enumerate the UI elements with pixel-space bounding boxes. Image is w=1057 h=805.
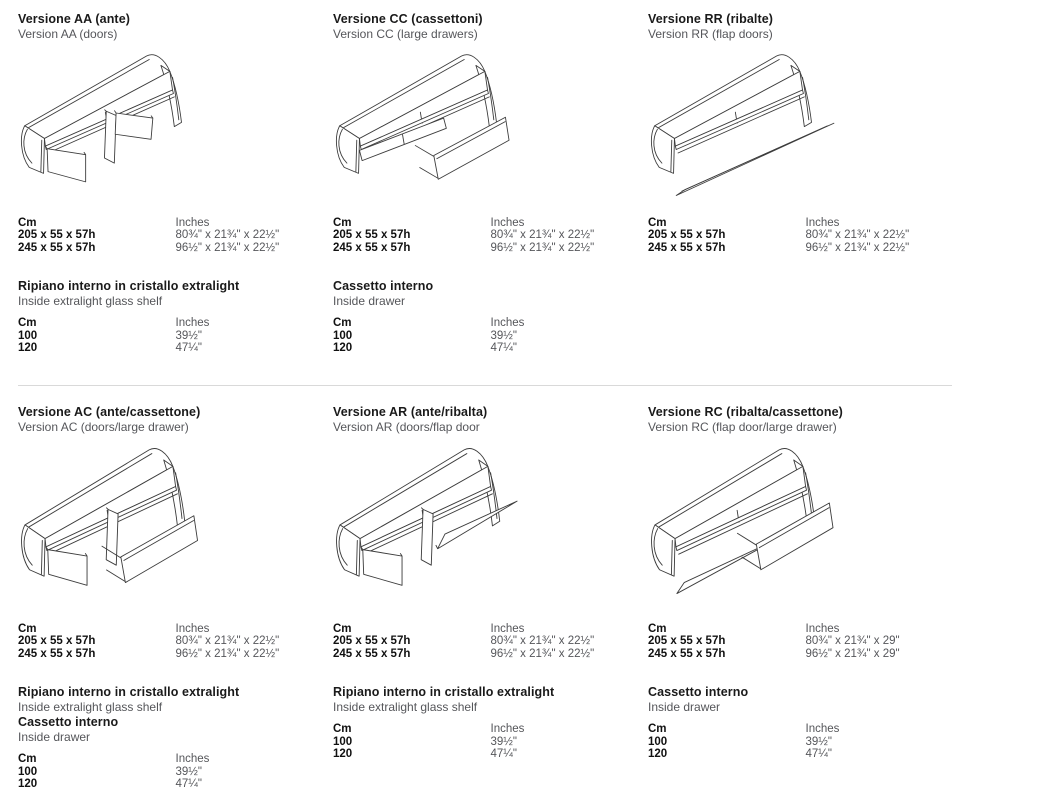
inches-value: 47¼": [175, 342, 202, 355]
inches-value: 80¾" x 21¾" x 22½": [175, 635, 280, 648]
cm-label: Cm: [18, 217, 37, 229]
inches-value: 80¾" x 21¾" x 22½": [805, 229, 910, 242]
inches-value: 39½": [175, 329, 202, 342]
version-title-en: Version AC (doors/large drawer): [18, 420, 189, 434]
cm-value: 100: [18, 329, 38, 342]
panel-versione-rr: [648, 12, 963, 354]
inches-value: 80¾" x 21¾" x 22½": [175, 229, 280, 242]
accessory-title-it: Cassetto interno: [333, 279, 434, 294]
inches-value: 96½" x 21¾" x 22½": [490, 241, 595, 254]
inches-label: Inches: [805, 723, 840, 736]
version-title-en: Version CC (large drawers): [333, 27, 478, 41]
cm-value: 205 x 55 x 57h: [333, 229, 411, 242]
inches-value: 80¾" x 21¾" x 29": [805, 635, 900, 648]
accessory-dimensions-table: [333, 723, 648, 760]
accessory-section: [18, 279, 333, 354]
panel-versione-ar: [333, 405, 648, 790]
inches-label: Inches: [175, 217, 210, 229]
cm-value: 100: [18, 765, 38, 778]
accessory-title-it: Ripiano interno in cristallo extralight: [18, 279, 240, 294]
cm-value: 120: [18, 342, 38, 355]
dimensions-table: [18, 217, 333, 254]
cm-label: Cm: [648, 623, 667, 635]
dimensions-table: [333, 623, 648, 660]
inches-label: Inches: [175, 623, 210, 635]
inches-value: 47¼": [175, 778, 202, 791]
cm-value: 205 x 55 x 57h: [648, 635, 726, 648]
cm-label: Cm: [18, 623, 37, 635]
inches-value: 80¾" x 21¾" x 22½": [490, 635, 595, 648]
accessory-title-en: Inside extralight glass shelf: [333, 700, 478, 715]
dimensions-table: [648, 623, 963, 660]
cm-value: 120: [648, 748, 668, 761]
accessory-dimensions-table: [18, 317, 333, 354]
cm-value: 120: [18, 778, 38, 791]
inches-label: Inches: [805, 217, 840, 229]
accessory-title-en: Inside extralight glass shelf: [18, 294, 163, 309]
accessory-section: [648, 685, 963, 760]
version-title-it: Versione AC (ante/cassettone): [18, 405, 201, 419]
cm-value: 205 x 55 x 57h: [333, 635, 411, 648]
accessory-title-en: Inside drawer: [18, 730, 91, 745]
accessory-title-it: Cassetto interno: [648, 685, 749, 700]
version-title-en: Version RR (flap doors): [648, 27, 773, 41]
version-title-it: Versione CC (cassettoni): [333, 12, 483, 26]
accessory-title-en: Inside extralight glass shelf: [18, 700, 163, 715]
inches-value: 96½" x 21¾" x 22½": [175, 241, 280, 254]
cm-value: 245 x 55 x 57h: [648, 647, 726, 660]
cm-label: Cm: [333, 317, 352, 330]
dimensions-table: [648, 217, 963, 254]
cm-value: 245 x 55 x 57h: [18, 241, 96, 254]
cm-value: 205 x 55 x 57h: [18, 229, 96, 242]
version-title-en: Version AR (doors/flap door: [333, 420, 480, 434]
panel-versione-ac: [18, 405, 333, 790]
inches-label: Inches: [490, 317, 525, 330]
cm-value: 245 x 55 x 57h: [648, 241, 726, 254]
cm-value: 100: [333, 329, 353, 342]
inches-value: 80¾" x 21¾" x 22½": [490, 229, 595, 242]
accessory-title-it: Cassetto interno: [18, 715, 119, 730]
inches-label: Inches: [175, 753, 210, 766]
sideboard-cc-line-drawing: [333, 45, 648, 215]
accessory-dimensions-table: [18, 753, 333, 790]
accessory-title-en: Inside drawer: [648, 700, 721, 715]
inches-value: 47¼": [805, 748, 832, 761]
version-title-en: Version AA (doors): [18, 27, 118, 41]
accessory-section: [333, 279, 648, 354]
version-title-en: Version RC (flap door/large drawer): [648, 420, 837, 434]
accessory-title-it: Ripiano interno in cristallo extralight: [333, 685, 555, 700]
panel-versione-cc: [333, 12, 648, 354]
inches-value: 96½" x 21¾" x 29": [805, 647, 900, 660]
accessory-dimensions-table: [648, 723, 963, 760]
accessory-dimensions-table: [333, 317, 648, 354]
inches-value: 39½": [490, 735, 517, 748]
dimensions-table: [333, 217, 648, 254]
inches-value: 96½" x 21¾" x 22½": [490, 647, 595, 660]
panel-versione-rc: [648, 405, 963, 790]
sideboard-rc-line-drawing: [648, 438, 963, 621]
cm-value: 245 x 55 x 57h: [333, 647, 411, 660]
accessory-title-en: Inside drawer: [333, 294, 406, 309]
cm-label: Cm: [648, 217, 667, 229]
version-title-it: Versione AA (ante): [18, 12, 131, 26]
cm-label: Cm: [333, 723, 352, 736]
accessory-section: [333, 685, 648, 760]
cm-label: Cm: [333, 217, 352, 229]
version-title-it: Versione RC (ribalta/cassettone): [648, 405, 843, 419]
inches-value: 96½" x 21¾" x 22½": [175, 647, 280, 660]
inches-label: Inches: [490, 723, 525, 736]
cm-value: 100: [333, 735, 353, 748]
sideboard-ar-line-drawing: [333, 438, 648, 621]
inches-value: 96½" x 21¾" x 22½": [805, 241, 910, 254]
inches-value: 39½": [175, 765, 202, 778]
sideboard-aa-line-drawing: [18, 45, 333, 215]
version-title-it: Versione RR (ribalte): [648, 12, 774, 26]
cm-label: Cm: [18, 753, 37, 766]
cm-value: 205 x 55 x 57h: [18, 635, 96, 648]
cm-value: 120: [333, 748, 353, 761]
sideboard-ac-line-drawing: [18, 438, 333, 621]
top-section: [0, 0, 1057, 385]
sideboard-rr-line-drawing: [648, 45, 963, 215]
inches-value: 39½": [490, 329, 517, 342]
cm-value: 205 x 55 x 57h: [648, 229, 726, 242]
inches-label: Inches: [490, 623, 525, 635]
cm-value: 245 x 55 x 57h: [333, 241, 411, 254]
version-title-it: Versione AR (ante/ribalta): [333, 405, 488, 419]
inches-value: 47¼": [490, 342, 517, 355]
panel-versione-aa: [18, 12, 333, 354]
bottom-section: [0, 386, 1057, 790]
inches-label: Inches: [805, 623, 840, 635]
dimensions-table: [18, 623, 333, 660]
cm-value: 100: [648, 735, 668, 748]
cm-label: Cm: [648, 723, 667, 736]
cm-value: 245 x 55 x 57h: [18, 647, 96, 660]
inches-label: Inches: [490, 217, 525, 229]
accessory-title-it: Ripiano interno in cristallo extralight: [18, 685, 240, 700]
cm-label: Cm: [18, 317, 37, 330]
inches-value: 39½": [805, 735, 832, 748]
inches-value: 47¼": [490, 748, 517, 761]
cm-label: Cm: [333, 623, 352, 635]
cm-value: 120: [333, 342, 353, 355]
inches-label: Inches: [175, 317, 210, 330]
accessory-section: [18, 685, 333, 790]
